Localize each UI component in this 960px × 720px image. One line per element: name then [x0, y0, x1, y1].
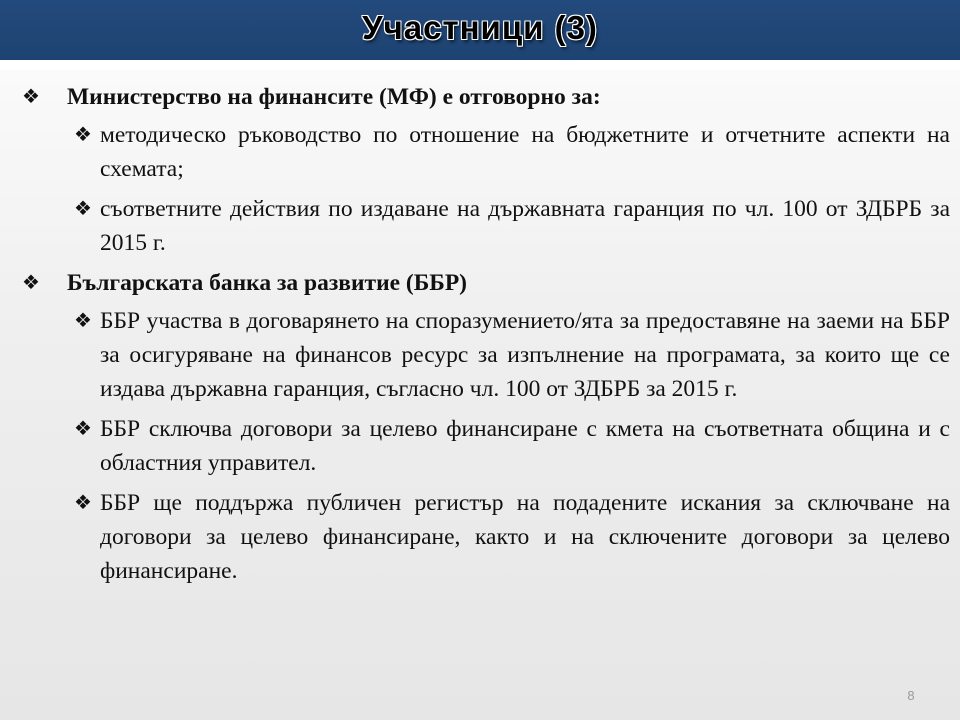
page-number: 8 [907, 688, 915, 703]
list-item-text: ББР сключва договори за целево финансиране с кмета на съответната община и с областния управител. [100, 416, 950, 476]
list-item-text: ББР ще поддържа публичен регистър на подадените искания за сключване на договори за целево финансиране, както и на сключените договори за целево финансиране. [100, 490, 950, 584]
diamond-bullet-icon: ❖ [22, 272, 40, 294]
list-item [74, 192, 950, 260]
diamond-bullet-icon: ❖ [74, 310, 92, 332]
list-item [74, 304, 950, 406]
diamond-bullet-icon: ❖ [74, 492, 92, 514]
section-heading-text: Министерство на финансите (МФ) е отговорно за: [67, 84, 601, 110]
bullet-list [22, 80, 950, 594]
section-heading-bbr [22, 266, 950, 300]
diamond-bullet-icon: ❖ [74, 124, 92, 146]
list-item [74, 486, 950, 588]
section-heading-mf [22, 80, 950, 114]
diamond-bullet-icon: ❖ [74, 418, 92, 440]
list-item-text: методическо ръководство по отношение на бюджетните и отчетните аспекти на схемата; [100, 122, 950, 182]
list-item-text: ББР участва в договарянето на споразумението/ята за предоставяне на заеми на ББР за осигуряване на финансов ресурс за изпълнение на програмата, за които ще се издава държавна гаранция, съгласно чл. 100 от ЗДБРБ за 2015 г. [100, 308, 950, 402]
title-bar [0, 0, 960, 60]
diamond-bullet-icon: ❖ [74, 198, 92, 220]
diamond-bullet-icon: ❖ [22, 86, 40, 108]
list-item [74, 118, 950, 186]
slide-title: Участници (3) [362, 9, 598, 46]
list-item [74, 412, 950, 480]
list-item-text: съответните действия по издаване на държавната гаранция по чл. 100 от ЗДБРБ за 2015 г. [100, 196, 950, 256]
section-heading-text: Българската банка за развитие (ББР) [67, 270, 468, 296]
